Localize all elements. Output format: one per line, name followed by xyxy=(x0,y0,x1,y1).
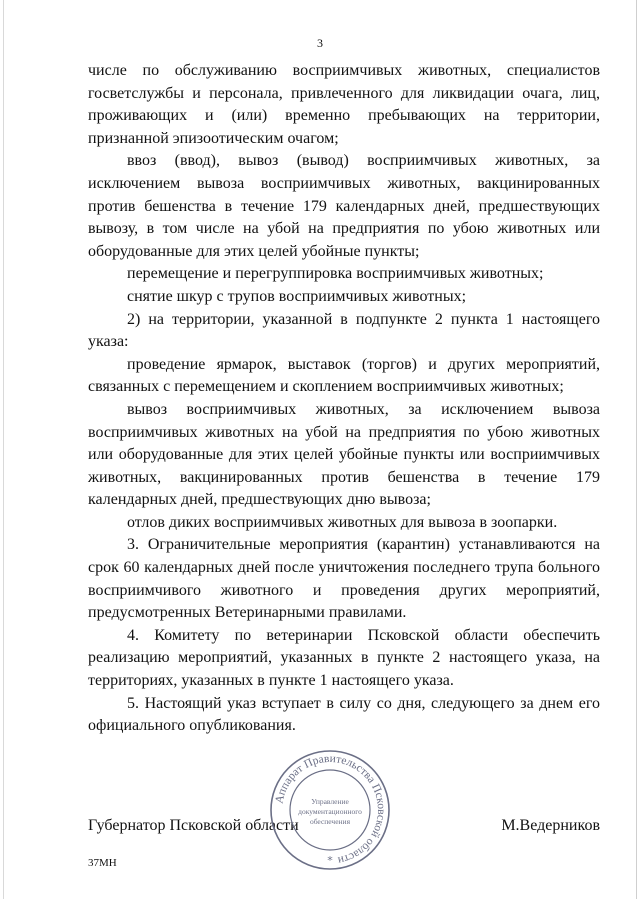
paragraph-11: 5. Настоящий указ вступает в силу со дня, следующего за днем его официального опубликования. xyxy=(88,694,600,735)
seal-graphic xyxy=(268,748,392,872)
paragraph-3: перемещение и перегруппировка восприимчивых животных; xyxy=(127,265,544,283)
seal-inner-line-2: документационного xyxy=(298,807,362,816)
paragraph-4: снятие шкур с трупов восприимчивых животных; xyxy=(127,287,467,305)
paragraph-8: отлов диких восприимчивых животных для вывоза в зоопарки. xyxy=(127,513,558,531)
paragraph-6: проведение ярмарок, выставок (торгов) и других мероприятий, связанных с перемещением и скоплением восприимчивых животных; xyxy=(88,355,600,396)
document-code: 37МН xyxy=(88,857,117,869)
paragraph-10: 4. Комитету по ветеринарии Псковской области обеспечить реализацию мероприятий, указанных в пункте 2 настоящего указа, на территориях, указанных в пункте 1 настоящего указа. xyxy=(88,626,600,690)
paragraph-5: 2) на территории, указанной в подпункте 2 пункта 1 настоящего указа: xyxy=(88,310,600,351)
paragraph-1: числе по обслуживанию восприимчивых животных, специалистов госветслужбы и персонала, привлеченного для ликвидации очага, лиц, проживающих и (или) временно пребывающих на территории, признанной эпизоотическим очагом; xyxy=(88,62,600,147)
seal-outer-text: Аппарат Правительства Псковской области xyxy=(273,752,388,867)
seal-star-icon: * xyxy=(327,854,333,867)
scan-edge-left xyxy=(3,0,4,899)
document-body xyxy=(88,60,600,738)
seal-inner-line-3: обеспечения xyxy=(309,817,351,826)
scan-edge-right xyxy=(636,0,637,899)
signatory-name: М.Ведерников xyxy=(501,817,600,834)
seal-inner-line-1: Управление xyxy=(311,797,349,806)
page-number: 3 xyxy=(317,36,323,50)
official-seal xyxy=(268,748,392,872)
paragraph-2: ввоз (ввод), вывоз (вывод) восприимчивых животных, за исключением вывоза восприимчивых животных, вакцинированных против бешенства в течение 179 календарных дней, предшествующих вывозу, в том числе на убой на предприятия по убою животных или оборудованные для этих целей убойные пункты; xyxy=(88,152,600,260)
paragraph-7: вывоз восприимчивых животных, за исключением вывоза восприимчивых животных на убой на предприятия по убою животных или оборудованные для этих целей убойные пункты или восприимчивых животных, вакцинированных против бешенства в течение 179 календарных дней, предшествующих дню вывоза; xyxy=(88,400,600,509)
paragraph-9: 3. Ограничительные мероприятия (карантин) устанавливаются на срок 60 календарных дней после уничтожения последнего трупа больного восприимчивого животного и проведения других мероприятий, предусмотренных Ветеринарными правилами. xyxy=(88,536,600,622)
signatory-position: Губернатор Псковской области xyxy=(88,817,299,834)
